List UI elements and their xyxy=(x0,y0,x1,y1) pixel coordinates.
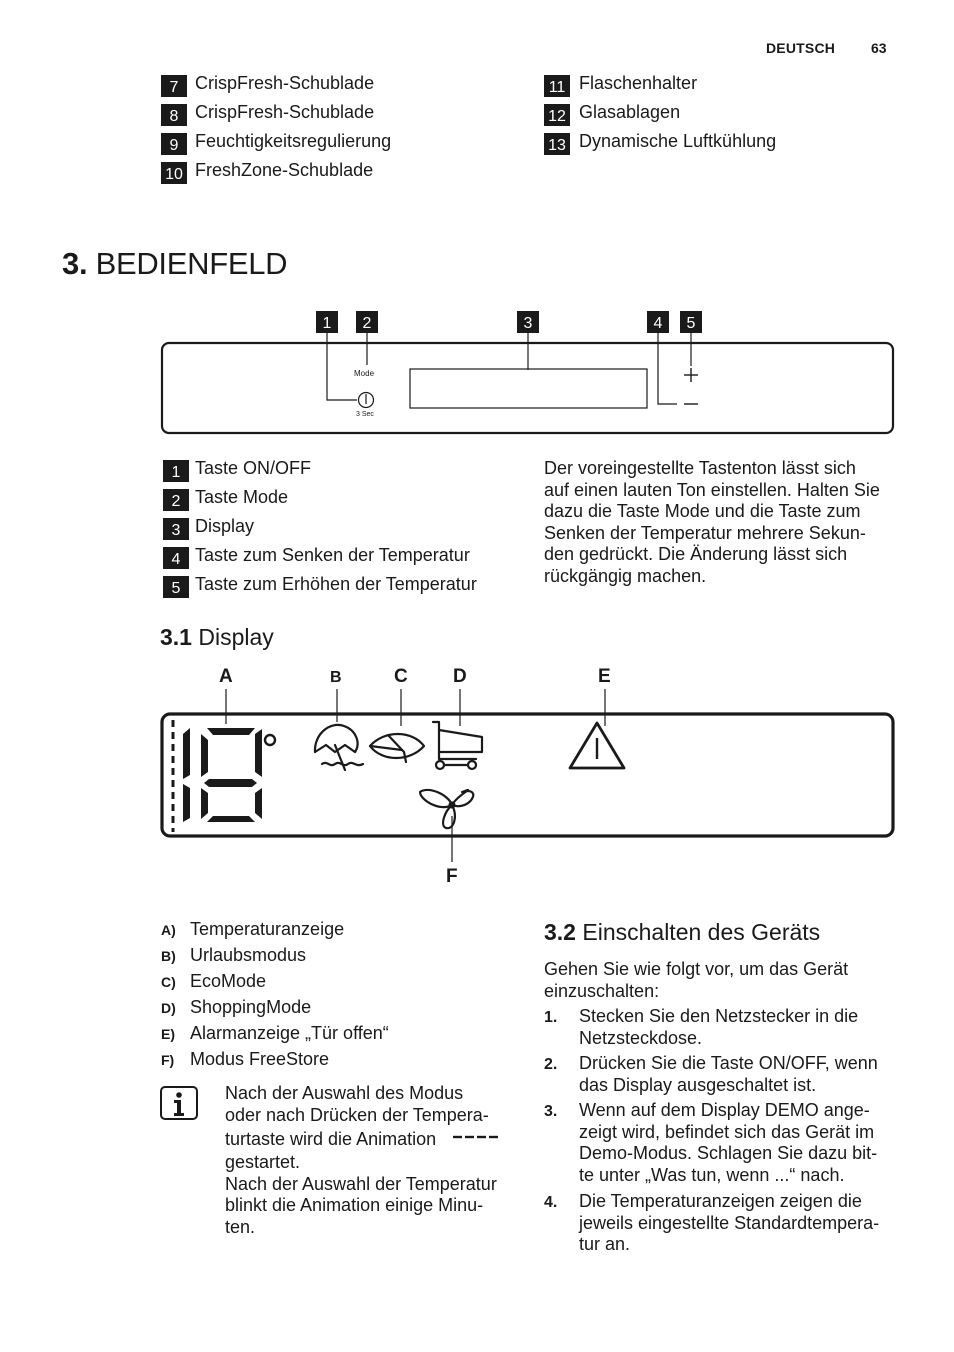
sec-label: 3 Sec xyxy=(356,411,374,418)
panel-callout-4: 4 xyxy=(647,311,669,333)
panel-callout-2: 2 xyxy=(356,311,378,333)
step-line: Wenn auf dem Display DEMO ange- xyxy=(579,1100,870,1120)
part-label: Dynamische Luftkühlung xyxy=(579,131,777,151)
leaf-icon xyxy=(370,734,424,762)
panel-callout-5: 5 xyxy=(680,311,702,333)
part-number-badge: 10 xyxy=(161,162,187,184)
legend-label: Alarmanzeige „Tür offen“ xyxy=(190,1023,389,1043)
legend-label: Modus FreeStore xyxy=(190,1049,330,1069)
display-callout-a: A xyxy=(219,666,233,687)
legend-label: ShoppingMode xyxy=(190,997,312,1017)
step-text xyxy=(579,1053,909,1096)
legend-letter: B) xyxy=(161,948,176,964)
tone-line: Der voreingestellte Tastenton lässt sich xyxy=(544,458,856,478)
step-line: Stecken Sie den Netzstecker in die xyxy=(579,1006,859,1026)
step-text xyxy=(579,1100,909,1186)
part-label: FreshZone-Schublade xyxy=(195,160,374,180)
control-label: Taste zum Senken der Temperatur xyxy=(195,545,470,565)
step-number: 2. xyxy=(544,1056,558,1073)
step-text xyxy=(579,1191,909,1256)
step-text xyxy=(579,1006,909,1049)
subsection-number: 3.2 xyxy=(544,919,576,945)
section-number: 3. xyxy=(62,246,88,281)
step-line: Demo-Modus. Schlagen Sie dazu bit- xyxy=(579,1143,878,1163)
subsection-title: Display xyxy=(198,624,274,650)
step-line: jeweils eingestellte Standardtempera- xyxy=(579,1212,880,1233)
tone-line: Senken der Temperatur mehrere Sekun- xyxy=(544,522,866,543)
legend-letter: C) xyxy=(161,974,176,990)
step-line: te unter „Was tun, wenn ...“ nach. xyxy=(579,1164,845,1185)
temperature-digits-icon xyxy=(183,728,262,822)
power-on-intro xyxy=(544,959,904,1002)
control-number-badge: 1 xyxy=(163,460,189,482)
step-line: Drücken Sie die Taste ON/OFF, wenn xyxy=(579,1053,878,1073)
legend-letter: E) xyxy=(161,1026,175,1042)
legend-label: Urlaubsmodus xyxy=(190,945,307,965)
tone-line: dazu die Taste Mode und die Taste zum xyxy=(544,501,861,521)
control-label: Display xyxy=(195,516,255,536)
tone-line: rückgängig machen. xyxy=(544,565,707,586)
fan-icon xyxy=(420,790,473,828)
subsection-title: Einschalten des Geräts xyxy=(582,919,821,945)
legend-label: EcoMode xyxy=(190,971,267,991)
info-note xyxy=(225,1083,525,1238)
info-line: gestartet. xyxy=(225,1152,301,1172)
part-label: CrispFresh-Schublade xyxy=(195,73,375,93)
part-number-badge: 13 xyxy=(544,133,570,155)
info-line: Nach der Auswahl des Modus xyxy=(225,1083,464,1103)
display-callout-d: D xyxy=(453,666,467,687)
info-line: turtaste wird die Animation xyxy=(225,1129,437,1149)
part-number-badge: 7 xyxy=(161,75,187,97)
part-label: Flaschenhalter xyxy=(579,73,698,93)
tone-line: auf einen lauten Ton einstellen. Halten Sie xyxy=(544,479,880,500)
part-number-badge: 11 xyxy=(544,75,570,97)
control-label: Taste zum Erhöhen der Temperatur xyxy=(195,574,477,594)
legend-label: Temperaturanzeige xyxy=(190,919,345,939)
control-label: Taste ON/OFF xyxy=(195,458,312,478)
step-number: 3. xyxy=(544,1103,558,1120)
shopping-cart-icon xyxy=(433,722,482,769)
panel-callout-1: 1 xyxy=(316,311,338,333)
display-frame xyxy=(162,714,893,836)
control-number-badge: 4 xyxy=(163,547,189,569)
info-line: blinkt die Animation einige Minu- xyxy=(225,1195,484,1215)
degree-icon xyxy=(265,735,275,745)
mode-label: Mode xyxy=(354,369,375,378)
legend-letter: A) xyxy=(161,922,176,938)
tone-line: den gedrückt. Die Änderung lässt sich xyxy=(544,544,848,564)
display-callout-e: E xyxy=(598,666,611,687)
control-number-badge: 3 xyxy=(163,518,189,540)
step-number: 1. xyxy=(544,1009,558,1026)
part-number-badge: 8 xyxy=(161,104,187,126)
display-callout-f: F xyxy=(446,866,458,887)
animation-dashes-icon xyxy=(453,1134,499,1142)
info-animation-line xyxy=(225,1129,525,1152)
step-line: tur an. xyxy=(579,1234,631,1254)
subsection-heading-power-on xyxy=(544,919,820,946)
info-icon xyxy=(160,1086,200,1124)
legend-letter: F) xyxy=(161,1052,175,1068)
control-number-badge: 5 xyxy=(163,576,189,598)
step-line: das Display ausgeschaltet ist. xyxy=(579,1074,817,1095)
panel-callout-3: 3 xyxy=(517,311,539,333)
info-line: oder nach Drücken der Tempera- xyxy=(225,1104,489,1125)
umbrella-icon xyxy=(315,725,363,770)
intro-line: einzuschalten: xyxy=(544,980,660,1001)
intro-line: Gehen Sie wie folgt vor, um das Gerät xyxy=(544,959,849,979)
part-label: Glasablagen xyxy=(579,102,681,122)
part-label: CrispFresh-Schublade xyxy=(195,102,375,122)
warning-icon xyxy=(570,723,624,768)
page-number: 63 xyxy=(871,40,887,56)
step-line: zeigt wird, befindet sich das Gerät im xyxy=(579,1121,875,1142)
part-number-badge: 12 xyxy=(544,104,570,126)
step-line: Netzsteckdose. xyxy=(579,1027,703,1048)
legend-letter: D) xyxy=(161,1000,176,1016)
header-language: DEUTSCH xyxy=(766,40,836,56)
step-number: 4. xyxy=(544,1194,558,1211)
control-number-badge: 2 xyxy=(163,489,189,511)
part-number-badge: 9 xyxy=(161,133,187,155)
info-line: Nach der Auswahl der Temperatur xyxy=(225,1173,497,1194)
control-label: Taste Mode xyxy=(195,487,289,507)
part-label: Feuchtigkeitsregulierung xyxy=(195,131,392,151)
display-callout-b: B xyxy=(330,669,342,686)
step-line: Die Temperaturanzeigen zeigen die xyxy=(579,1191,862,1211)
section-title: BEDIENFELD xyxy=(95,246,288,281)
info-line: ten. xyxy=(225,1216,256,1237)
subsection-number: 3.1 xyxy=(160,624,192,650)
display-callout-c: C xyxy=(394,666,408,687)
